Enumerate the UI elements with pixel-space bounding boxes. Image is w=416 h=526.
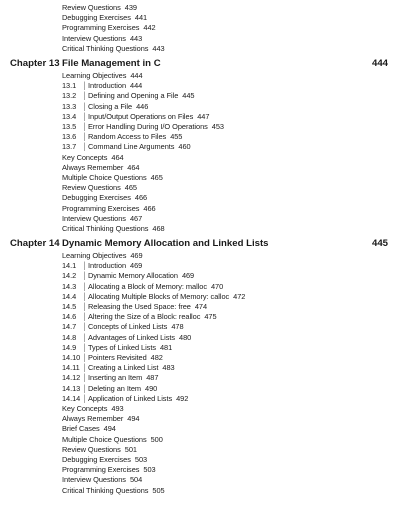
separator-icon: │: [82, 355, 88, 362]
toc-entry: [62, 23, 156, 33]
section-number: 14.5: [62, 302, 77, 311]
toc-entry: [62, 13, 147, 23]
entry-title: Learning Objectives: [62, 71, 127, 80]
toc-entry: [62, 251, 143, 261]
toc-entry: [62, 404, 124, 414]
entry-title: Introduction: [88, 261, 127, 271]
toc-entry: [62, 465, 156, 475]
section-number: 14.14: [62, 393, 81, 403]
section-number: 13.1: [62, 81, 77, 91]
entry-title: Always Remember: [62, 414, 124, 424]
entry-page-number: 494: [103, 424, 116, 434]
section-number: 14.4: [62, 291, 77, 301]
entry-page-number: 472: [233, 291, 246, 301]
entry-page-number: 460: [178, 142, 191, 152]
entry-page-number: 464: [111, 152, 124, 162]
entry-page-number: 469: [181, 271, 195, 281]
section-number: 14.1: [62, 261, 77, 271]
entry-page-number: 447: [197, 111, 210, 121]
entry-title: Error Handling During I/O Operations: [88, 122, 208, 131]
entry-page-number: 455: [170, 132, 183, 142]
section-number: 14.10: [62, 353, 81, 362]
section-number: 13.5: [62, 122, 77, 131]
entry-title: Dynamic Memory Allocation: [88, 271, 178, 281]
toc-entry: [62, 183, 137, 193]
separator-icon: │: [82, 304, 88, 311]
section-number: 14.3: [62, 281, 77, 291]
entry-page-number: 492: [176, 393, 189, 403]
entry-page-number: 503: [134, 455, 148, 464]
separator-icon: │: [82, 93, 88, 101]
entry-title: Critical Thinking Questions: [62, 43, 149, 53]
entry-title: Introduction: [88, 81, 127, 91]
entry-title: Multiple Choice Questions: [62, 173, 147, 182]
toc-entry: [62, 204, 156, 214]
section-number: 14.8: [62, 332, 77, 342]
entry-title: Programming Exercises: [62, 23, 140, 33]
section-number: 13.3: [62, 101, 77, 111]
entry-title: Command Line Arguments: [88, 142, 175, 152]
section-number: 14.2: [62, 271, 77, 281]
entry-title: Interview Questions: [62, 475, 126, 485]
section-number: 14.9: [62, 342, 77, 352]
separator-icon: │: [82, 103, 88, 111]
toc-entry: [62, 414, 139, 424]
entry-page-number: 481: [159, 342, 173, 352]
separator-icon: │: [82, 144, 88, 152]
entry-title: Learning Objectives: [62, 251, 127, 260]
toc-entry: [62, 71, 143, 81]
entry-page-number: 500: [150, 434, 163, 444]
entry-title: Closing a File: [88, 101, 133, 111]
entry-page-number: 444: [130, 71, 143, 80]
separator-icon: │: [82, 365, 88, 373]
entry-title: Altering the Size of a Block: realloc: [88, 312, 201, 322]
entry-page-number: 503: [143, 465, 156, 475]
toc-entry: [62, 475, 142, 485]
section-number: 14.12: [62, 373, 81, 383]
entry-page-number: 442: [143, 23, 156, 33]
entry-title: Random Access to Files: [88, 132, 167, 142]
separator-icon: │: [82, 324, 88, 332]
separator-icon: │: [82, 83, 88, 91]
entry-page-number: 470: [210, 281, 224, 291]
entry-page-number: 487: [146, 373, 159, 383]
entry-page-number: 482: [150, 353, 163, 362]
entry-title: Input/Output Operations on Files: [88, 111, 194, 121]
entry-title: Concepts of Linked Lists: [88, 322, 168, 332]
separator-icon: │: [82, 334, 88, 342]
entry-title: Allocating Multiple Blocks of Memory: calloc: [88, 291, 230, 301]
entry-page-number: 469: [130, 251, 143, 260]
toc-entry: [62, 34, 142, 44]
chapter-14-page: 445: [371, 238, 388, 249]
entry-title: Key Concepts: [62, 404, 108, 413]
chapter-14-title: Dynamic Memory Allocation and Linked Lists: [62, 238, 269, 249]
entry-page-number: 443: [152, 43, 165, 53]
separator-icon: │: [82, 395, 88, 403]
separator-icon: │: [82, 385, 88, 393]
entry-title: Critical Thinking Questions: [62, 224, 149, 233]
entry-title: Creating a Linked List: [88, 363, 159, 373]
entry-title: Programming Exercises: [62, 203, 140, 213]
entry-page-number: 474: [194, 302, 208, 311]
section-number: 13.7: [62, 142, 77, 152]
entry-title: Critical Thinking Questions: [62, 485, 149, 495]
toc-entry: [62, 193, 147, 203]
entry-page-number: 466: [134, 193, 148, 203]
entry-page-number: 439: [124, 3, 137, 12]
entry-title: Debugging Exercises: [62, 193, 131, 203]
section-number: 14.7: [62, 322, 77, 332]
toc-entry: [62, 424, 116, 434]
entry-page-number: 441: [134, 13, 148, 23]
entry-title: Debugging Exercises: [62, 13, 131, 23]
entry-page-number: 469: [130, 261, 143, 271]
entry-page-number: 468: [152, 224, 165, 233]
toc-entry: [62, 163, 139, 173]
entry-title: Releasing the Used Space: free: [88, 302, 191, 311]
toc-entry: [62, 486, 165, 496]
entry-page-number: 465: [150, 173, 163, 182]
separator-icon: │: [82, 314, 88, 322]
entry-title: Interview Questions: [62, 213, 126, 223]
entry-page-number: 493: [111, 404, 124, 413]
entry-title: Multiple Choice Questions: [62, 434, 147, 444]
chapter-13-label: Chapter 13: [10, 58, 60, 69]
separator-icon: │: [82, 124, 88, 131]
toc-entry: [62, 455, 147, 465]
toc-entry: [62, 153, 124, 163]
toc-entry: [62, 224, 165, 234]
entry-page-number: 505: [152, 485, 165, 495]
toc-entry: [62, 3, 137, 13]
entry-title: Programming Exercises: [62, 465, 140, 475]
separator-icon: │: [82, 344, 88, 352]
entry-title: Inserting an Item: [88, 373, 143, 383]
separator-icon: │: [82, 273, 88, 281]
entry-page-number: 443: [129, 33, 143, 43]
entry-page-number: 480: [179, 332, 192, 342]
separator-icon: │: [82, 375, 88, 383]
entry-page-number: 446: [136, 101, 149, 111]
entry-title: Always Remember: [62, 162, 124, 172]
entry-title: Review Questions: [62, 183, 121, 193]
entry-page-number: 466: [143, 203, 156, 213]
entry-page-number: 504: [129, 475, 143, 485]
entry-title: Review Questions: [62, 3, 121, 12]
toc-entry: [62, 173, 163, 183]
separator-icon: │: [82, 263, 88, 271]
entry-title: Interview Questions: [62, 33, 126, 43]
entry-title: Allocating a Block of Memory: malloc: [88, 281, 207, 291]
entry-page-number: 490: [145, 383, 158, 393]
section-number: 14.6: [62, 312, 77, 322]
section-number: 13.6: [62, 132, 77, 142]
entry-title: Types of Linked Lists: [88, 342, 156, 352]
entry-title: Pointers Revisited: [88, 353, 147, 362]
section-number: 13.4: [62, 111, 77, 121]
entry-title: Review Questions: [62, 444, 121, 454]
section-number: 14.13: [62, 383, 81, 393]
entry-title: Deleting an Item: [88, 383, 142, 393]
entry-page-number: 465: [124, 183, 137, 193]
section-number: 13.2: [62, 91, 77, 101]
entry-page-number: 478: [171, 322, 184, 332]
entry-title: Brief Cases: [62, 424, 100, 434]
separator-icon: │: [82, 283, 88, 291]
chapter-13-title: File Management in C: [62, 58, 161, 69]
chapter-13-page: 444: [371, 58, 388, 69]
separator-icon: │: [82, 134, 88, 142]
entry-title: Key Concepts: [62, 152, 108, 162]
entry-page-number: 483: [162, 363, 175, 373]
entry-title: Defining and Opening a File: [88, 91, 179, 101]
entry-title: Application of Linked Lists: [88, 393, 173, 403]
toc-entry: [62, 214, 142, 224]
toc-entry: [62, 445, 137, 455]
entry-page-number: 475: [204, 312, 217, 322]
entry-page-number: 453: [211, 122, 224, 131]
separator-icon: │: [82, 113, 88, 121]
entry-page-number: 464: [127, 162, 140, 172]
entry-title: Debugging Exercises: [62, 455, 131, 464]
entry-page-number: 494: [127, 414, 140, 424]
entry-page-number: 444: [130, 81, 143, 91]
entry-page-number: 501: [124, 444, 137, 454]
toc-entry: [62, 44, 165, 54]
section-number: 14.11: [62, 363, 80, 373]
chapter-14-label: Chapter 14: [10, 238, 60, 249]
entry-title: Advantages of Linked Lists: [88, 332, 176, 342]
entry-page-number: 445: [182, 91, 195, 101]
separator-icon: │: [82, 293, 88, 301]
entry-page-number: 467: [129, 213, 143, 223]
toc-entry: [62, 435, 163, 445]
